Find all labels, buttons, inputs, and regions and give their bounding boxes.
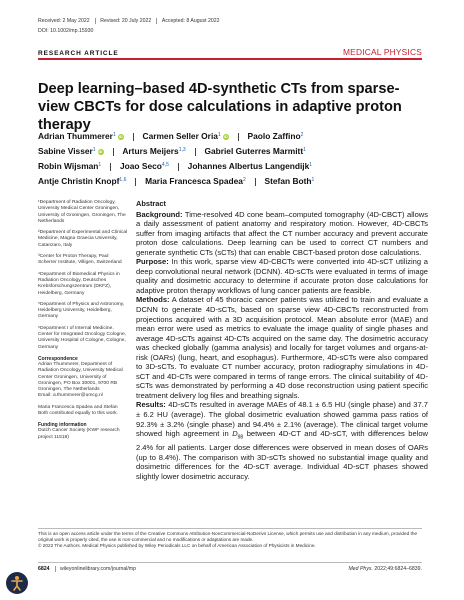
correspondence-text <box>38 362 128 400</box>
affiliation: ²Department of Experimental and Clinical Medicine, Magna Graecia University, Catanzaro, Italy <box>38 230 128 248</box>
divider <box>55 566 56 572</box>
article-type: RESEARCH ARTICLE <box>38 50 119 57</box>
author[interactable] <box>143 131 229 141</box>
affiliations-column <box>38 200 128 446</box>
abstract <box>136 199 428 481</box>
author-list <box>38 129 428 189</box>
author-affiliation-marker: 1 <box>112 132 116 138</box>
author-name: Robin Wijsman <box>38 161 99 171</box>
purpose-label: Purpose: <box>136 257 169 267</box>
correspondence-email[interactable]: Email: a.thummerer@umcg.nl <box>38 393 103 399</box>
author-affiliation-marker: 1,6 <box>119 177 127 183</box>
orcid-icon[interactable]: iD <box>118 133 123 139</box>
doi[interactable]: DOI: 10.1002/mp.15930 <box>38 28 94 34</box>
author[interactable] <box>38 161 101 171</box>
author-separator <box>133 133 134 141</box>
author-name: Sabine Visser <box>38 146 93 156</box>
results-label: Results: <box>136 400 166 410</box>
author[interactable] <box>204 146 305 156</box>
author[interactable] <box>120 161 169 171</box>
received-date: Received: 2 May 2022 <box>38 18 90 24</box>
citation-volume: 2022;49:6824–6839. <box>372 566 422 572</box>
accessibility-icon-glyph <box>6 572 28 594</box>
results-text-a: 4D-sCTs resulted in average MAEs of 48.1 ± 6.5 HU (single phase) and 37.7 ± 6.2 HU (average). The global dosimetric evaluation showed gamma pass ratios of 92.3% ± 3.2% (single phase) and 94.4% ± 2.1% (average). The clinical target volume showed high agreement in <box>136 400 428 439</box>
author-separator <box>135 178 136 186</box>
methods-text: A dataset of 45 thoracic cancer patients was utilized to train and evaluate a DCNN to generate 4D-sCTs, based on sparse view 4D-CBCTs reconstructed from projections acquired with a 3D acquisition protocol. Mean absolute error (MAE) and mean error were used as metrics to evaluate the image quality of single phases and average 4D-sCTs against 4D-CTs acquired on the same day. The dosimetric accuracy was checked globally (gamma analysis) and locally for target volumes and organs-at-risk (OARs) (lung, heart, and esophagus). Furthermore, 4D-sCTs were also compared to 3D-sCTs. To evaluate CT number accuracy, proton radiography simulations in 4D-sCT and 4D-CTs were compared in terms of range errors. The clinical suitability of 4D-sCTs was demonstrated by performing a 4D dose reconstruction using patient specific treatment delivery log files and breathing signals. <box>136 295 428 400</box>
abstract-purpose <box>136 257 428 295</box>
license-text: This is an open access article under the terms of the Creative Commons Attribution-NonCommercial-NoDerivs License, which permits use and distribution in any medium, provided the original work is properly cited, the use is non-commercial and no modifications or adaptations are made. <box>38 531 418 542</box>
results-text-b: between 4D-CT and 4D-sCT, with differences below 2.4% for all patients. Larger dose differences were observed in mean doses of OARs (up to 8.4%). The comparison with 3D-sCTs showed no substantial image quality and dosimetric differences for the 4D-sCT average. Individual 4D-sCT phases showed slightly lower dosimetric accuracy. <box>136 429 428 481</box>
accepted-date: Accepted: 8 August 2022 <box>161 18 220 24</box>
affiliation-list <box>38 200 128 351</box>
author[interactable] <box>248 131 304 141</box>
author-name: Paolo Zaffino <box>247 131 301 141</box>
purpose-text: In this work, sparse view 4D-CBCTs were converted into 4D-sCT utilizing a deep convolutional neural network (DCNN). 4D-sCTs were evaluated in terms of image quality and dosimetric accuracy to determine if accurate proton dose calculations for adaptive proton therapy workflows of lung cancer patients are feasible. <box>136 257 428 295</box>
copyright-text: © 2022 The Authors. Medical Physics published by Wiley Periodicals LLC on behalf of American Association of Physicists in Medicine. <box>38 543 316 548</box>
author-separator <box>255 178 256 186</box>
correspondence-address: Adrian Thummerer, Department of Radiation Oncology, University Medical Center Groningen, University of Groningen, PO Box 30001, 9700 RB Groningen, The Netherlands <box>38 361 123 393</box>
author-affiliation-marker: 1 <box>303 147 306 153</box>
author-name: Carmen Seller Oria <box>142 131 218 141</box>
journal-website-link[interactable]: wileyonlinelibrary.com/journal/mp <box>60 566 137 572</box>
affiliation: ¹Department of Radiation Oncology, University Medical Center Groningen, University of Groningen, Groningen, The Netherlands <box>38 200 126 224</box>
license-notice <box>38 531 426 549</box>
author-separator <box>178 163 179 171</box>
affiliation: ⁵Department of Physics and Astronomy, Heidelberg University, Heidelberg, Germany <box>38 301 125 320</box>
author-name: Adrian Thummerer <box>38 131 113 141</box>
author[interactable] <box>38 146 104 156</box>
author-affiliation-marker: 1 <box>217 132 221 138</box>
results-dose-subscript: 98 <box>237 434 244 441</box>
footer-rule <box>38 528 422 529</box>
orcid-icon[interactable]: iD <box>223 133 228 139</box>
citation-journal: Med Phys. <box>348 566 373 572</box>
author-separator <box>195 148 196 156</box>
author-separator <box>110 163 111 171</box>
author-affiliation-marker: 1 <box>309 162 313 168</box>
author-affiliation-marker: 2 <box>242 177 246 183</box>
correspondence-heading: Correspondence <box>38 355 78 362</box>
author-name: Arturs Meijers <box>122 146 179 156</box>
accessibility-icon[interactable] <box>6 572 28 594</box>
affiliation: ⁴Department of Biomedical Physics in Radiation Oncology, Deutsches Krebsforschungszentrum (DKFZ), Heidelberg, Germany <box>38 271 120 296</box>
journal-name[interactable]: MEDICAL PHYSICS <box>342 47 422 57</box>
funding-text: Dutch Cancer Society (KWF research project 11518) <box>38 428 120 440</box>
author-name: Antje Christin Knopf <box>38 176 120 186</box>
equal-contribution-note: Maria Francesca Spadea and Stefan Both contributed equally to this work. <box>38 404 118 417</box>
methods-label: Methods: <box>136 295 170 305</box>
bottom-rule <box>38 562 422 563</box>
author-separator <box>238 133 239 141</box>
author-affiliation-marker: 1 <box>92 147 96 153</box>
author-separator <box>113 148 114 156</box>
header-rule <box>38 58 422 60</box>
orcid-icon[interactable]: iD <box>98 148 103 154</box>
revised-date: Revised: 20 July 2022 <box>100 18 152 24</box>
abstract-methods <box>136 295 428 400</box>
affiliation: ³Center for Proton Therapy, Paul Scherrer Institute, Villigen, Switzerland <box>38 254 122 266</box>
author-name: Joao Seco <box>120 161 162 171</box>
author[interactable] <box>38 131 124 141</box>
divider <box>95 18 96 24</box>
author[interactable] <box>122 146 185 156</box>
abstract-heading: Abstract <box>136 199 166 208</box>
citation <box>348 566 422 572</box>
author-affiliation-marker: 1 <box>311 177 315 183</box>
author-affiliation-marker: 1,3 <box>178 147 186 153</box>
author-affiliation-marker: 2 <box>300 132 304 138</box>
page-number: 6824 <box>38 566 50 572</box>
author[interactable] <box>38 176 126 186</box>
author-affiliation-marker: 4,5 <box>161 162 169 168</box>
abstract-background <box>136 210 428 258</box>
author[interactable] <box>145 176 246 186</box>
background-text: Time-resolved 4D cone beam–computed tomography (4D-CBCT) allows a daily assessment of patient anatomy and respiratory motion. However, 4D-CBCTs suffer from imaging artifacts that affect the CT number accuracy and prevent accurate proton dose calculations. Deep learning can be used to correct CT numbers and generate synthetic CTs (sCTs) that can enable CBCT-based proton dose calculations. <box>136 209 428 257</box>
paper-title: Deep learning–based 4D-synthetic CTs from sparse-view CBCTs for dose calculations in adaptive proton therapy <box>38 81 402 133</box>
author-affiliation-marker: 1 <box>98 162 102 168</box>
author[interactable] <box>265 176 315 186</box>
funding-heading: Funding information <box>38 422 87 429</box>
background-label: Background: <box>136 209 183 219</box>
article-dates <box>38 18 220 24</box>
author-name: Stefan Both <box>264 176 312 186</box>
author-name: Johannes Albertus Langendijk <box>187 161 310 171</box>
results-dose-symbol: D <box>232 429 238 439</box>
divider <box>156 18 157 24</box>
affiliation: ⁶Department I of Internal Medicine, Center for Integrated Oncology Cologne, University Hospital of Cologne, Cologne, Germany <box>38 325 127 350</box>
abstract-results <box>136 400 428 481</box>
author[interactable] <box>188 161 312 171</box>
author-name: Maria Francesca Spadea <box>145 176 243 186</box>
author-name: Gabriel Guterres Marmitt <box>204 146 304 156</box>
